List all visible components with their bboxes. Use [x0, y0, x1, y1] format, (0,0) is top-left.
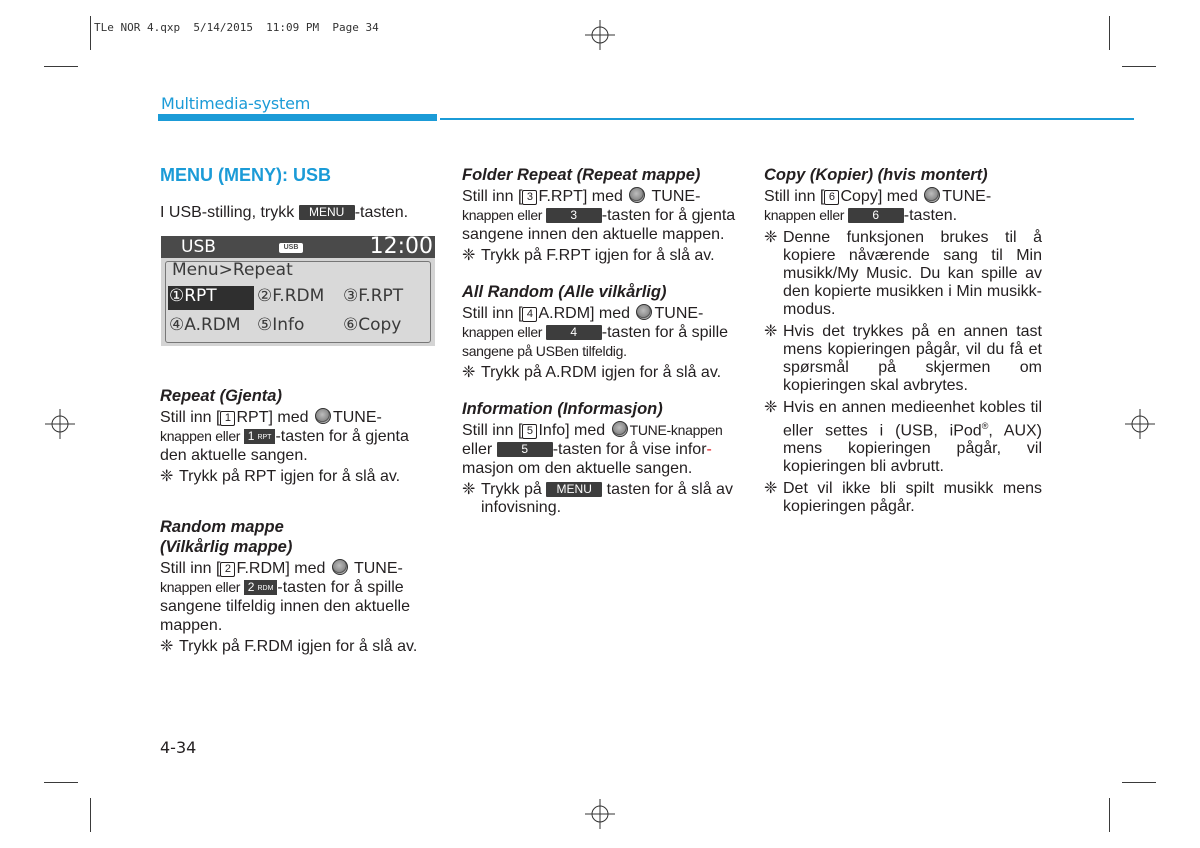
number-1-icon: 1: [220, 411, 235, 426]
copy-note-4-text: Det vil ikke bli spilt musikk mens kopieringen pågår.: [783, 480, 1042, 516]
info-text-2b: -tasten for å vise infor: [552, 441, 707, 458]
copy-heading: Copy (Kopier) (hvis montert): [764, 166, 988, 184]
key-1-sublabel: RPT: [257, 434, 272, 441]
repeat-text-1a: Still inn [: [160, 409, 221, 426]
registration-mark-icon: [585, 799, 615, 829]
repeat-heading: Repeat (Gjenta): [160, 387, 282, 405]
number-2-icon: 2: [220, 562, 235, 577]
page-number: 4-34: [160, 738, 197, 757]
column-3: [764, 165, 1042, 516]
tune-knob-icon: [332, 559, 348, 575]
tune-knob-icon: [924, 187, 940, 203]
folder-text-3: sangene innen den aktuelle mappen.: [462, 226, 725, 243]
note-symbol: ❈: [160, 468, 174, 485]
allrandom-text-1b: A.RDM] med: [538, 305, 635, 322]
allrandom-text-1a: Still inn [: [462, 305, 523, 322]
random-text-1b: F.RDM] med: [236, 560, 330, 577]
repeat-section: [160, 386, 438, 486]
random-heading-2: (Vilkårlig mappe): [160, 538, 293, 556]
display-screen: [161, 236, 435, 346]
all-random-text: [462, 304, 740, 361]
info-note-c: infovisning.: [481, 499, 562, 516]
random-text-2b: -tasten for å spille: [277, 579, 404, 596]
section-title: MENU (MENY): USB: [160, 165, 331, 185]
copy-note-1: [764, 229, 1042, 319]
copy-note-2-text: Hvis det trykkes på en annen tast mens kopieringen pågår, vil du få et spørsmål på skjermen om kopieringen skal avbrytes.: [783, 323, 1042, 394]
repeat-text-2b: -tasten for å gjenta: [275, 428, 409, 445]
info-text-2a: eller: [462, 441, 497, 458]
note-symbol: ❈: [462, 247, 476, 264]
information-text: [462, 421, 740, 478]
note-symbol: ❈: [462, 481, 476, 498]
registration-mark-icon: [45, 409, 75, 439]
tune-knob-icon: [636, 304, 652, 320]
folder-note-text: Trykk på F.RPT igjen for å slå av.: [481, 247, 715, 264]
repeat-text: [160, 408, 438, 465]
key-4: 4: [546, 325, 602, 340]
crop-mark: [1122, 782, 1156, 783]
menu-key: MENU: [299, 205, 355, 220]
info-text-1a: Still inn [: [462, 422, 523, 439]
crop-mark: [1109, 16, 1110, 50]
folder-text-2a: knappen eller: [462, 207, 546, 223]
number-5-icon: 5: [522, 424, 537, 439]
crop-mark: [44, 782, 78, 783]
random-text-1c: TUNE-: [349, 560, 403, 577]
repeat-text-3: den aktuelle sangen.: [160, 447, 308, 464]
random-folder-section: [160, 517, 438, 656]
folder-text-1b: F.RPT] med: [538, 188, 628, 205]
copy-note-3: [764, 399, 1042, 476]
display-clock: 12:00: [369, 234, 433, 259]
repeat-text-2a: knappen eller: [160, 428, 244, 444]
registered-mark: ®: [981, 421, 989, 431]
note-symbol: ❈: [764, 480, 778, 498]
allrandom-text-2a: knappen eller: [462, 324, 546, 340]
display-item-frpt: ③F.RPT: [343, 286, 404, 306]
header-bar: [158, 114, 437, 121]
key-1-rpt: [244, 429, 276, 444]
random-note-text: Trykk på F.RDM igjen for å slå av.: [179, 638, 418, 655]
display-top-bar: [161, 236, 435, 258]
copy-note-2: [764, 323, 1042, 395]
folder-repeat-heading: Folder Repeat (Repeat mappe): [462, 166, 701, 184]
information-note: [462, 481, 740, 517]
intro-text: [160, 203, 438, 222]
copy-note-3-text: [783, 399, 1042, 476]
info-text-3: masjon om den aktuelle sangen.: [462, 460, 693, 477]
repeat-note: [160, 468, 438, 486]
tune-knob-icon: [612, 421, 628, 437]
info-note-text: [481, 481, 740, 517]
all-random-heading: All Random (Alle vilkårlig): [462, 283, 667, 301]
copy-text: [764, 187, 1042, 225]
copy-text-2b: -tasten.: [903, 207, 958, 224]
info-note-b: tasten for å slå av: [602, 481, 733, 498]
random-text: [160, 559, 438, 635]
column-1: [160, 165, 438, 222]
key-5: 5: [497, 442, 553, 457]
key-2-sublabel: RDM: [257, 585, 274, 592]
repeat-text-1c: TUNE-: [332, 409, 382, 426]
info-text-1b: Info] med: [538, 422, 610, 439]
copy-note-4: [764, 480, 1042, 516]
display-item-ardm: ④A.RDM: [169, 315, 241, 335]
registration-mark-icon: [1125, 409, 1155, 439]
note-symbol: ❈: [764, 399, 778, 416]
intro-text-a: I USB-stilling, trykk: [160, 204, 299, 221]
note-symbol: ❈: [160, 638, 174, 655]
information-heading: Information (Informasjon): [462, 400, 663, 418]
repeat-text-1b: RPT] med: [236, 409, 313, 426]
display-item-copy: ⑥Copy: [343, 315, 402, 335]
info-note-a: Trykk på: [481, 481, 547, 498]
info-hyphen: -: [706, 441, 712, 458]
random-note: [160, 638, 438, 656]
key-3: 3: [546, 208, 602, 223]
column-2: [462, 165, 740, 517]
tune-knob-icon: [315, 408, 331, 424]
display-menu-path: Menu>Repeat: [172, 260, 293, 280]
tune-knob-icon: [629, 187, 645, 203]
random-text-3: sangene tilfeldig innen den aktuelle: [160, 598, 410, 615]
folder-note: [462, 247, 740, 265]
allrandom-note-text: Trykk på A.RDM igjen for å slå av.: [481, 364, 722, 381]
number-6-icon: 6: [824, 190, 839, 205]
crop-mark: [1122, 66, 1156, 67]
key-1-label: 1: [247, 429, 255, 443]
crop-mark: [90, 798, 91, 832]
display-item-info: ⑤Info: [257, 315, 305, 335]
folder-text-1a: Still inn [: [462, 188, 523, 205]
menu-key: MENU: [546, 482, 602, 497]
display-item-rpt: ①RPT: [169, 286, 217, 306]
allrandom-text-1c: TUNE-: [654, 305, 704, 322]
random-text-2a: knappen eller: [160, 579, 244, 595]
repeat-note-text: Trykk på RPT igjen for å slå av.: [179, 468, 401, 485]
print-slug: TLe NOR 4.qxp 5/14/2015 11:09 PM Page 34: [94, 21, 379, 34]
copy-text-1b: Copy] med: [840, 188, 923, 205]
display-menu-panel: [165, 261, 431, 343]
key-6: 6: [848, 208, 904, 223]
folder-text-1c: TUNE-: [647, 188, 701, 205]
info-text-1c: TUNE-knappen: [629, 422, 723, 438]
registration-mark-icon: [585, 20, 615, 50]
crop-mark: [44, 66, 78, 67]
allrandom-text-2b: -tasten for å spille: [601, 324, 729, 341]
allrandom-text-3: sangene på USBen tilfeldig.: [462, 343, 627, 359]
random-heading-1: Random mappe: [160, 518, 284, 536]
copy-text-2a: knappen eller: [764, 207, 848, 223]
key-2-label: 2: [247, 580, 255, 594]
copy-text-1a: Still inn [: [764, 188, 825, 205]
copy-text-1c: TUNE-: [942, 188, 992, 205]
copy-note-3b: , AUX) mens kopieringen pågår, vil kopieringen bli avbrutt.: [783, 422, 1043, 476]
display-item-frdm: ②F.RDM: [257, 286, 325, 306]
folder-text-2b: -tasten for å gjenta: [601, 207, 736, 224]
random-text-4: mappen.: [160, 617, 223, 634]
section-header-title: Multimedia-system: [161, 94, 311, 113]
header-rule: [440, 118, 1134, 120]
number-4-icon: 4: [522, 307, 537, 322]
number-3-icon: 3: [522, 190, 537, 205]
note-symbol: ❈: [764, 323, 778, 340]
note-symbol: ❈: [462, 364, 476, 381]
crop-mark: [1109, 798, 1110, 832]
folder-repeat-text: [462, 187, 740, 244]
display-source-label: USB: [181, 237, 216, 257]
copy-note-3a: Hvis en annen medieenhet kobles til eller settes i (USB, iPod: [783, 399, 1042, 440]
random-text-1a: Still inn [: [160, 560, 221, 577]
usb-icon: USB: [279, 243, 303, 253]
all-random-note: [462, 364, 740, 382]
crop-mark: [90, 16, 91, 50]
note-symbol: ❈: [764, 229, 778, 246]
copy-note-1-text: Denne funksjonen brukes til å kopiere nåværende sang til Min musikk/My Music. Du kan spille av den kopierte musikken i Min musikk-modus.: [783, 229, 1042, 318]
key-2-rdm: [244, 580, 278, 595]
intro-text-b: -tasten.: [354, 204, 409, 221]
